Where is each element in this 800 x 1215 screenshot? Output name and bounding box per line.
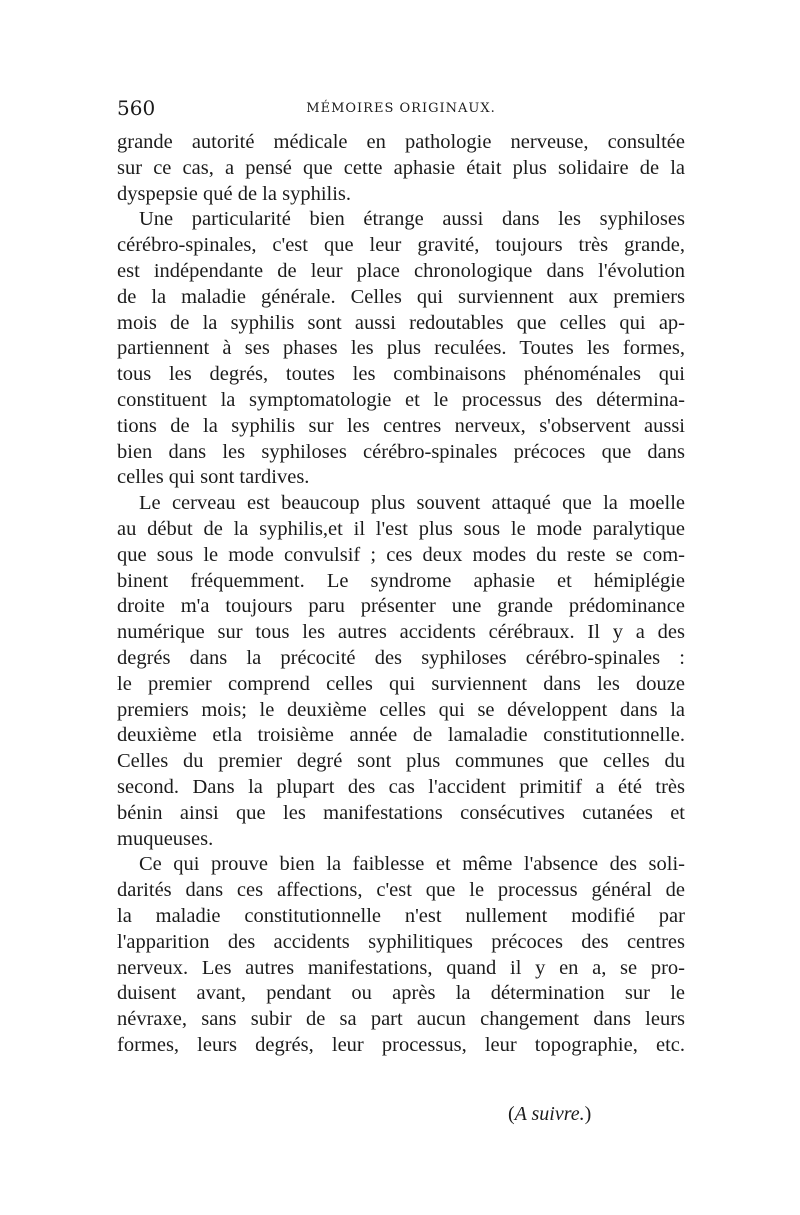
paragraph [117,130,685,207]
text-line: bien dans les syphiloses cérébro-spinales précoces que dans [117,440,685,463]
text-line: de la maladie générale. Celles qui surviennent aux premiers [117,285,685,308]
text-line: degrés dans la précocité des syphiloses cérébro-spinales : [117,646,685,669]
text-line: partiennent à ses phases les plus reculées. Toutes les formes, [117,337,685,360]
text-line: constituent la symptomatologie et le processus des détermina- [117,388,685,411]
text-line: second. Dans la plupart des cas l'accident primitif a été très [117,775,685,798]
page-number: 560 [117,96,156,120]
text-line: la maladie constitutionnelle n'est nullement modifié par [117,904,685,927]
text-line: névraxe, sans subir de sa part aucun changement dans leurs [117,1008,685,1031]
text-line: binent fréquemment. Le syndrome aphasie et hémiplégie [117,569,685,592]
text-line: Ce qui prouve bien la faiblesse et même l'absence des soli- [139,853,685,876]
text-line: mois de la syphilis sont aussi redoutables que celles qui ap- [117,311,685,334]
text-line: Celles du premier degré sont plus communes que celles du [117,750,685,773]
text-line: tions de la syphilis sur les centres nerveux, s'observent aussi [117,414,685,437]
text-line: tous les degrés, toutes les combinaisons phénoménales qui [117,363,685,386]
text-line: premiers mois; le deuxième celles qui se développent dans la [117,698,685,721]
text-line: celles qui sont tardives. [117,466,310,489]
text-line: l'apparition des accidents syphilitiques précoces des centres [117,930,685,953]
text-line: duisent avant, pendant ou après la détermination sur le [117,982,685,1005]
text-line: sur ce cas, a pensé que cette aphasie était plus solidaire de la [117,156,685,179]
body-text [117,130,685,1059]
text-line: darités dans ces affections, c'est que le processus général de [117,879,685,902]
paragraph [117,852,685,1058]
text-line: formes, leurs degrés, leur processus, leur topographie, etc. [117,1033,685,1056]
text-line: muqueuses. [117,827,214,850]
text-line: au début de la syphilis,et il l'est plus sous le mode paralytique [117,517,685,540]
text-line: est indépendante de leur place chronologique dans l'évolution [117,259,685,282]
text-line: le premier comprend celles qui surviennent dans les douze [117,672,685,695]
continuation-text: A suivre. [514,1103,585,1125]
text-line: deuxième etla troisième année de lamaladie constitutionnelle. [117,724,685,747]
text-line: que sous le mode convulsif ; ces deux modes du reste se com- [117,543,685,566]
continuation-open-paren: ( [508,1103,515,1125]
text-line: dyspepsie qué de la syphilis. [117,182,352,205]
running-head-title: MÉMOIRES ORIGINAUX. [306,101,496,116]
text-line: grande autorité médicale en pathologie nerveuse, consultée [117,131,685,153]
running-head [117,94,685,124]
text-line: nerveux. Les autres manifestations, quand il y en a, se pro- [117,956,685,979]
text-line: droite m'a toujours paru présenter une grande prédominance [117,595,685,618]
text-line: cérébro-spinales, c'est que leur gravité, toujours très grande, [117,234,685,257]
text-line: Le cerveau est beaucoup plus souvent attaqué que la moelle [139,492,685,515]
continuation-note [508,1102,591,1126]
paragraph [117,207,685,491]
text-line: bénin ainsi que les manifestations consécutives cutanées et [117,801,685,824]
continuation-close-paren: ) [584,1103,592,1125]
paragraph [117,491,685,852]
text-line: Une particularité bien étrange aussi dans les syphiloses [139,208,685,231]
text-line: numérique sur tous les autres accidents cérébraux. Il y a des [117,621,685,644]
